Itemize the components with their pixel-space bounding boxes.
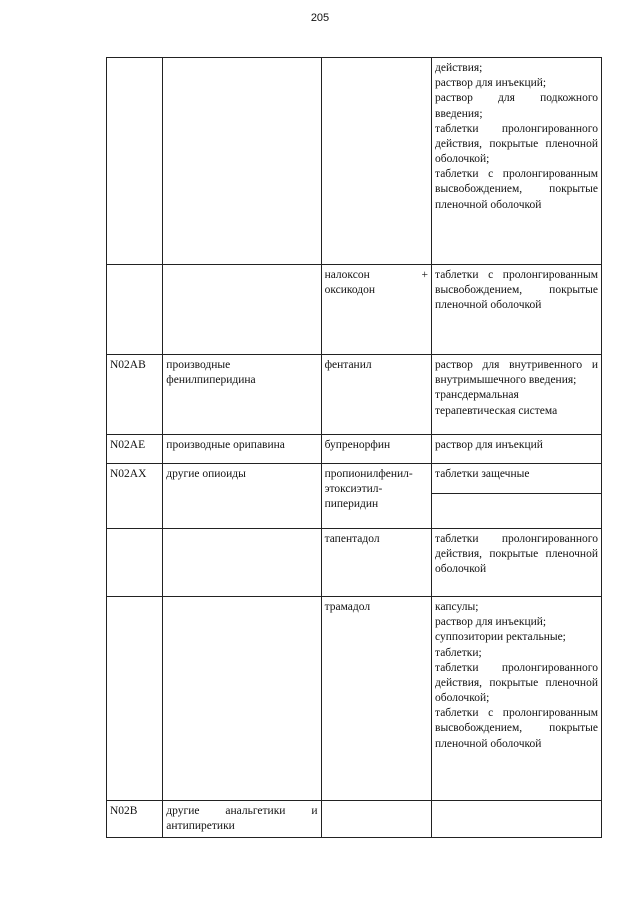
drug-name-part: оксикодон [324,284,376,297]
table-row [107,529,602,597]
atc-code-cell: N02AB [107,355,163,435]
group-cell [163,597,321,801]
table-row [107,597,602,801]
medication-table [106,57,602,838]
drug-name-cell: бупренорфин [321,435,431,464]
page-number: 205 [310,12,330,24]
dosage-form-cell: действия; раствор для инъекций; раствор для подкожного введения; таблетки пролонгированного действия, покрытые пленочной оболочкой; таблетки с пролонгированным высвобождением, покрытые пленочной оболочкой [432,58,602,265]
table-row [107,265,602,355]
plus-sign: + [421,269,429,281]
group-cell: другие опиоиды [163,464,321,529]
dosage-form-cell [432,494,602,529]
drug-name-cell [321,58,431,265]
atc-code-cell [107,597,163,801]
table-row [107,435,602,464]
table-row [107,801,602,838]
drug-name-cell: трамадол [321,597,431,801]
dosage-form-cell: таблетки пролонгированного действия, покрытые пленочной оболочкой [432,529,602,597]
atc-code-cell [107,265,163,355]
dosage-form-cell: раствор для внутривенного и внутримышечного введения; трансдермальная терапевтическая система [432,355,602,435]
drug-name-part: налоксон [324,269,370,281]
atc-code-cell: N02B [107,801,163,838]
drug-name-cell: пропионилфенил- этоксиэтил- пиперидин [321,464,431,529]
table-row [107,464,602,494]
dosage-form-cell: раствор для инъекций [432,435,602,464]
group-cell [163,265,321,355]
atc-code-cell: N02AE [107,435,163,464]
dosage-form-cell: капсулы; раствор для инъекций; суппозитории ректальные; таблетки; таблетки пролонгированного действия, покрытые пленочной оболочкой; таблетки с пролонгированным высвобождением, покрытые пленочной оболочкой [432,597,602,801]
group-cell [163,529,321,597]
atc-code-cell [107,58,163,265]
dosage-form-cell: таблетки с пролонгированным высвобождением, покрытые пленочной оболочкой [432,265,602,355]
group-cell: производные орипавина [163,435,321,464]
drug-name-cell: тапентадол [321,529,431,597]
dosage-form-cell [432,801,602,838]
atc-code-cell [107,529,163,597]
drug-name-cell [321,265,431,355]
drug-name-cell [321,801,431,838]
dosage-form-cell: таблетки защечные [432,464,602,494]
atc-code-cell: N02AX [107,464,163,529]
group-cell: производные фенилпиперидина [163,355,321,435]
table-row [107,355,602,435]
group-cell: другие анальгетики и антипиретики [163,801,321,838]
drug-name-cell: фентанил [321,355,431,435]
group-cell [163,58,321,265]
table-row [107,58,602,265]
